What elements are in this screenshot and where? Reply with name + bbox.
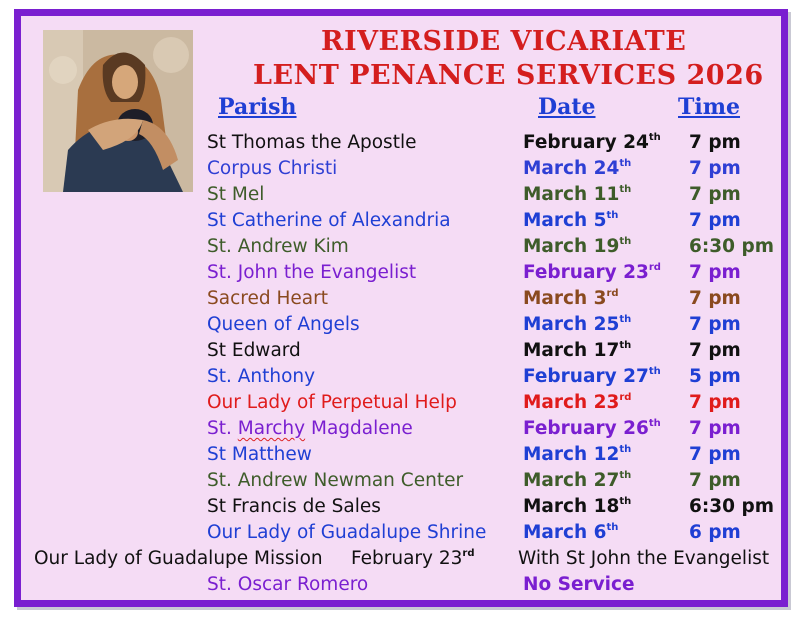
table-row	[21, 496, 795, 522]
date-suffix: rd	[462, 548, 475, 559]
service-date	[351, 548, 475, 569]
last-row	[21, 574, 795, 600]
spellcheck-flagged-word: Marchy	[237, 418, 306, 439]
table-row	[21, 366, 795, 392]
service-time: 7 pm	[689, 184, 741, 205]
date-suffix: th	[619, 184, 632, 195]
title-line-2: LENT PENANCE SERVICES 2026	[253, 60, 764, 91]
service-note: With St John the Evangelist	[518, 548, 770, 569]
date-suffix: rd	[648, 262, 661, 273]
service-time: 7 pm	[689, 288, 741, 309]
service-note: No Service	[523, 574, 635, 595]
table-row	[21, 210, 795, 236]
date-suffix: th	[648, 418, 661, 429]
date-text: February 26	[523, 418, 649, 439]
title-line-1: RIVERSIDE VICARIATE	[321, 26, 687, 57]
parish-name: St Francis de Sales	[207, 496, 381, 517]
service-date	[523, 444, 631, 465]
date-suffix: th	[619, 158, 632, 169]
parish-name: Our Lady of Perpetual Help	[207, 392, 457, 413]
service-time: 6 pm	[689, 522, 741, 543]
parish-name: St Matthew	[207, 444, 312, 465]
date-text: March 27	[523, 470, 620, 491]
date-text: March 25	[523, 314, 620, 335]
service-time: 7 pm	[689, 392, 741, 413]
parish-name: Sacred Heart	[207, 288, 328, 309]
table-row	[21, 288, 795, 314]
date-suffix: th	[619, 470, 632, 481]
table-row	[21, 236, 795, 262]
service-time: 7 pm	[689, 132, 741, 153]
table-row	[21, 470, 795, 496]
date-text: March 18	[523, 496, 620, 517]
date-text: February 27	[523, 366, 649, 387]
service-time: 7 pm	[689, 418, 741, 439]
header-date: Date	[538, 94, 596, 120]
service-time: 7 pm	[689, 314, 741, 335]
parish-name	[207, 418, 413, 439]
service-date	[523, 418, 661, 439]
parish-name: St. John the Evangelist	[207, 262, 417, 283]
table-row	[21, 314, 795, 340]
service-time: 7 pm	[689, 210, 741, 231]
table-row	[21, 418, 795, 444]
date-suffix: th	[606, 210, 619, 221]
service-date	[523, 184, 631, 205]
table-row	[21, 340, 795, 366]
service-date	[523, 158, 631, 179]
date-text: March 17	[523, 340, 620, 361]
service-time: 5 pm	[689, 366, 741, 387]
service-time: 6:30 pm	[689, 236, 774, 257]
service-date	[523, 132, 661, 153]
service-time: 7 pm	[689, 340, 741, 361]
service-date	[523, 470, 631, 491]
service-date	[523, 210, 618, 231]
table-row	[21, 444, 795, 470]
date-text: March 24	[523, 158, 620, 179]
service-date	[523, 496, 631, 517]
special-row-mission	[21, 548, 795, 574]
service-date	[523, 392, 631, 413]
date-text: February 23	[523, 262, 649, 283]
parish-name: Our Lady of Guadalupe Shrine	[207, 522, 487, 543]
date-suffix: rd	[606, 288, 619, 299]
date-text: March 19	[523, 236, 620, 257]
date-suffix: th	[619, 236, 632, 247]
date-suffix: th	[619, 496, 632, 507]
date-text: March 12	[523, 444, 620, 465]
date-suffix: th	[648, 366, 661, 377]
parish-name: Queen of Angels	[207, 314, 360, 335]
table-row	[21, 184, 795, 210]
service-date	[523, 340, 631, 361]
parish-name: St. Andrew Kim	[207, 236, 349, 257]
parish-name: Our Lady of Guadalupe Mission	[34, 548, 323, 569]
date-text: March 6	[523, 522, 607, 543]
table-row	[21, 262, 795, 288]
date-text: March 5	[523, 210, 607, 231]
parish-name: St. Oscar Romero	[207, 574, 369, 595]
service-time: 7 pm	[689, 262, 741, 283]
date-text: February 24	[523, 132, 649, 153]
date-text: February 23	[351, 548, 463, 569]
date-suffix: rd	[619, 392, 632, 403]
parish-name: St. Anthony	[207, 366, 316, 387]
date-suffix: th	[606, 522, 619, 533]
service-date	[523, 288, 619, 309]
date-suffix: th	[619, 444, 632, 455]
table-row	[21, 522, 795, 548]
parish-name-post: Magdalene	[305, 418, 413, 439]
service-time: 7 pm	[689, 470, 741, 491]
service-time: 7 pm	[689, 158, 741, 179]
parish-name: St Thomas the Apostle	[207, 132, 417, 153]
table-row	[21, 392, 795, 418]
table-row	[21, 158, 795, 184]
parish-name: St Mel	[207, 184, 265, 205]
parish-name: St Catherine of Alexandria	[207, 210, 451, 231]
service-date	[523, 236, 631, 257]
service-time: 7 pm	[689, 444, 741, 465]
service-date	[523, 314, 631, 335]
date-suffix: th	[648, 132, 661, 143]
service-time: 6:30 pm	[689, 496, 774, 517]
lent-flyer	[14, 9, 788, 607]
date-text: March 3	[523, 288, 607, 309]
service-date	[523, 366, 661, 387]
parish-name: Corpus Christi	[207, 158, 338, 179]
service-date	[523, 522, 618, 543]
parish-name-pre: St.	[207, 418, 238, 439]
date-text: March 23	[523, 392, 620, 413]
date-suffix: th	[619, 314, 632, 325]
date-suffix: th	[619, 340, 632, 351]
service-date	[523, 262, 661, 283]
header-time: Time	[678, 94, 741, 120]
parish-name: St. Andrew Newman Center	[207, 470, 464, 491]
date-text: March 11	[523, 184, 620, 205]
parish-name: St Edward	[207, 340, 301, 361]
header-parish: Parish	[218, 94, 297, 120]
table-row	[21, 132, 795, 158]
